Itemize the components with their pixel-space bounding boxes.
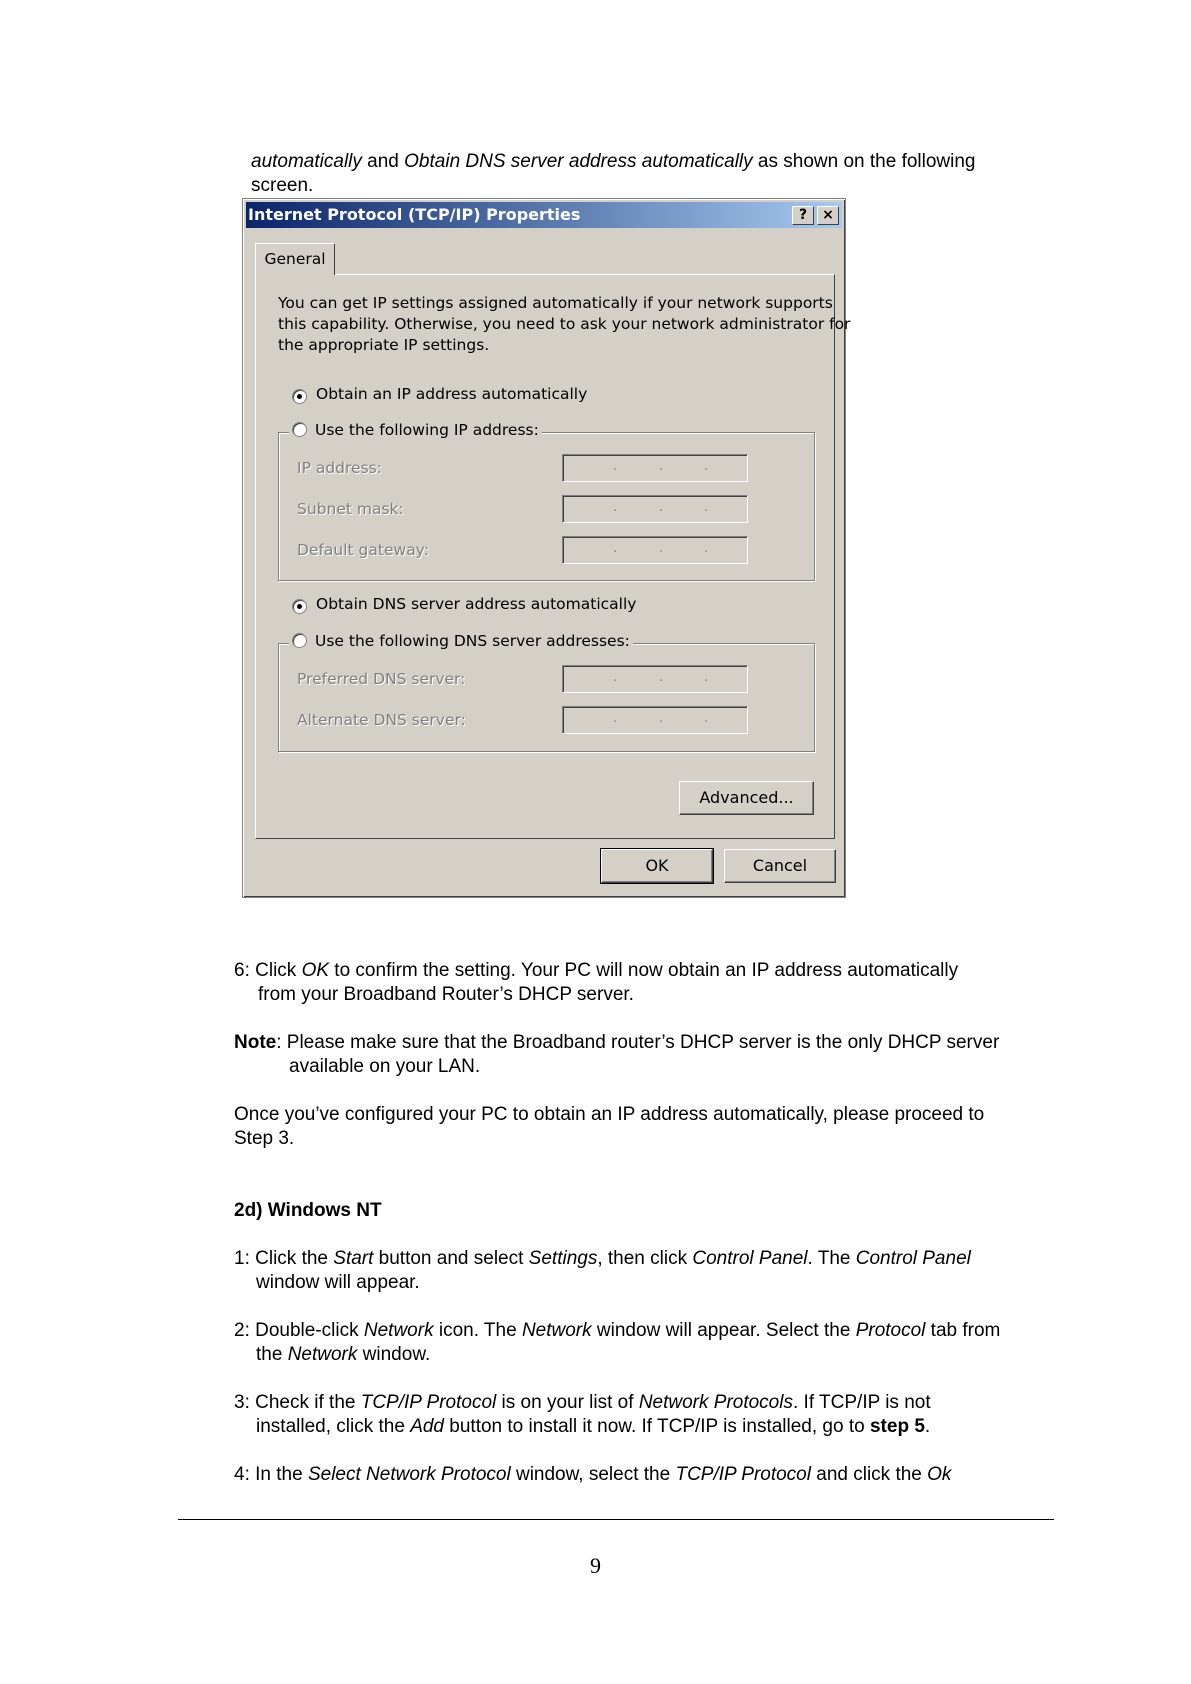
step2-line-1 [234,1319,1000,1343]
note-text: : Please make sure that the Broadband router’s DHCP server is the only DHCP server [276,1032,1000,1053]
note-line-1 [234,1031,999,1055]
step1-e: , then click [597,1248,693,1269]
step3-l2e: . [924,1416,931,1437]
note-label: Note [234,1032,277,1053]
obtain-ip-label[interactable]: Obtain an IP address automatically [316,385,588,403]
help-icon: ? [798,207,808,223]
once-line-1: Once you’ve configured your PC to obtain an IP address automatically, please proceed to [234,1104,985,1125]
step2-l2c: window. [357,1344,431,1365]
step4-d: TCP/IP Protocol [675,1464,811,1485]
step6-text-a: 6: Click [234,960,302,981]
step2-e: window will appear. Select the [591,1320,856,1341]
step3-line-2 [256,1415,930,1439]
step2-a: 2: Double-click [234,1320,364,1341]
description [278,293,850,356]
ip-group [278,421,815,581]
description-line-3: the appropriate IP settings. [278,336,490,354]
page-number: 9 [590,1553,601,1578]
step6-em-ok: OK [301,960,330,981]
use-ip-radio[interactable] [292,422,307,437]
step3-e: . If TCP/IP is not [792,1392,931,1413]
step3-l2c: button to install it now. If TCP/IP is installed, go to [444,1416,870,1437]
intro-line-2: screen. [251,175,314,196]
default-gateway-label: Default gateway: [297,541,429,559]
section-heading: 2d) Windows NT [234,1200,382,1221]
use-dns-radio[interactable] [292,633,307,648]
step4-b: Select Network Protocol [307,1464,511,1485]
step1-line-2: window will appear. [256,1272,420,1293]
step3-c: is on your list of [496,1392,639,1413]
ip-address-field[interactable]: . . . [562,454,748,482]
step1-a: 1: Click the [234,1248,334,1269]
intro-text-2: as shown on the following [752,151,976,172]
step1-c: button and select [373,1248,529,1269]
step4-a: 4: In the [234,1464,308,1485]
step2-l2b: Network [287,1344,358,1365]
subnet-mask-label: Subnet mask: [297,500,404,518]
general-panel [255,274,851,839]
tab-general-label: General [264,250,326,268]
step3-d: Network Protocols [638,1392,793,1413]
step4-f: Ok [927,1464,952,1485]
default-gateway-field[interactable]: . . . [562,536,748,564]
step3-l2a: installed, click the [256,1416,411,1437]
step2-line-2 [256,1343,430,1367]
step4-line-1 [234,1463,951,1487]
step6-text-c: to confirm the setting. Your PC will now obtain an IP address automatically [329,960,959,981]
step3-l2d: step 5 [869,1416,925,1437]
step2-g: tab from [925,1320,1001,1341]
step2-d: Network [521,1320,592,1341]
subnet-mask-field[interactable]: . . . [562,495,748,523]
step3-a: 3: Check if the [234,1392,361,1413]
step3-line-1 [234,1391,931,1415]
intro-em-2: Obtain DNS server address automatically [404,151,753,172]
intro-line-1 [251,150,976,174]
step3-b: TCP/IP Protocol [360,1392,497,1413]
use-ip-label[interactable]: Use the following IP address: [315,421,539,439]
ok-button[interactable]: OK [601,849,713,883]
help-button[interactable] [792,206,814,225]
step1-g: . The [807,1248,856,1269]
cancel-button[interactable]: Cancel [724,849,836,883]
advanced-button[interactable]: Advanced... [679,781,814,815]
alternate-dns-field[interactable]: . . . [562,706,748,734]
step4-e: and click the [810,1464,928,1485]
step3-l2b: Add [410,1416,444,1437]
note-line-2: available on your LAN. [289,1056,481,1077]
tab-general[interactable] [255,243,335,275]
close-button[interactable] [817,206,839,225]
step2-l2a: the [256,1344,288,1365]
step1-f: Control Panel [692,1248,808,1269]
alternate-dns-label: Alternate DNS server: [297,711,466,729]
ip-group-legend [289,421,542,439]
dialog-title: Internet Protocol (TCP/IP) Properties [248,205,581,224]
dialog-titlebar [246,202,842,228]
dns-group-legend [289,632,633,650]
once-line-2: Step 3. [234,1128,295,1149]
step1-d: Settings [528,1248,598,1269]
intro-em-1: automatically [251,151,362,172]
step1-line-1 [234,1247,971,1271]
description-line-1: You can get IP settings assigned automatically if your network supports [278,294,833,312]
preferred-dns-label: Preferred DNS server: [297,670,466,688]
step2-f: Protocol [855,1320,926,1341]
step1-h: Control Panel [855,1248,971,1269]
step1-b: Start [333,1248,374,1269]
intro-text-1: and [361,151,405,172]
preferred-dns-field[interactable]: . . . [562,665,748,693]
obtain-ip-radio[interactable] [292,389,307,404]
use-dns-label[interactable]: Use the following DNS server addresses: [315,632,630,650]
step2-c: icon. The [433,1320,522,1341]
description-line-2: this capability. Otherwise, you need to ask your network administrator for [278,315,851,333]
dns-group [278,632,815,752]
step6-line-2: from your Broadband Router’s DHCP server. [258,984,634,1005]
close-icon: × [822,207,834,223]
ip-address-label: IP address: [297,459,382,477]
step2-b: Network [363,1320,434,1341]
obtain-dns-radio[interactable] [292,599,307,614]
footer-divider [178,1519,1054,1520]
step4-c: window, select the [510,1464,676,1485]
tcpip-properties-dialog [242,198,851,898]
obtain-dns-label[interactable]: Obtain DNS server address automatically [316,595,637,613]
step6-line-1 [234,959,958,983]
